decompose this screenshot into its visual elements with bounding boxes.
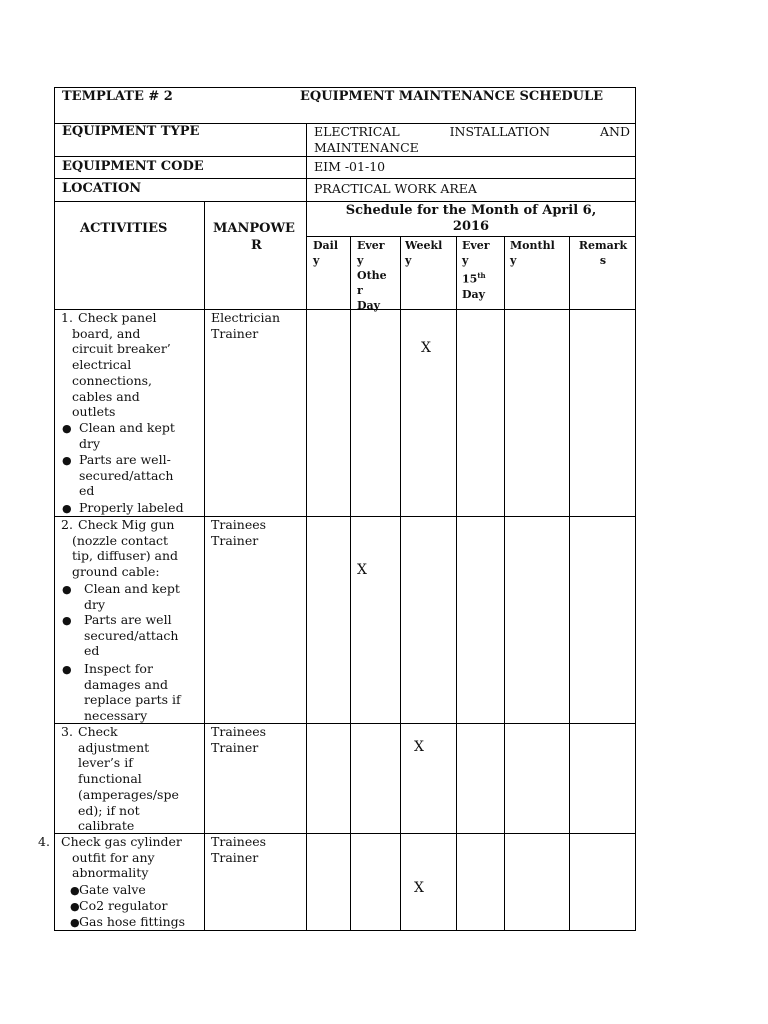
bullet-line: damages and (84, 676, 169, 692)
bullet-line: Clean and kept (79, 420, 175, 435)
bullet-line: ed (79, 483, 95, 499)
remarks-header-line: Remark (578, 239, 628, 252)
manpower-line: Trainees (211, 724, 267, 739)
activity-line: adjustment (78, 739, 150, 755)
activity-line: Check panel (78, 310, 157, 325)
every-15th-header-line: y (462, 254, 469, 267)
equipment-code-value: EIM -01-10 (314, 159, 386, 174)
manpower-cell (211, 724, 266, 755)
activity-line: tip, diffuser) and (72, 548, 179, 564)
bullet-line: dry (79, 435, 101, 451)
equipment-type-label: EQUIPMENT TYPE (62, 124, 200, 139)
manpower-line: Electrician (211, 310, 281, 325)
bullet-icon: ● (62, 663, 72, 676)
template-label: TEMPLATE # 2 (62, 89, 173, 104)
equipment-code-label: EQUIPMENT CODE (62, 159, 204, 174)
bullet-icon: ● (70, 884, 80, 897)
every-other-header-line: y (357, 254, 364, 267)
manpower-cell (211, 310, 280, 341)
manpower-line: Trainer (211, 739, 259, 755)
equipment-type-value (314, 124, 630, 155)
bullet-item: Gate valve (79, 882, 146, 897)
manpower-cell (211, 834, 266, 865)
monthly-header-line: Monthl (510, 239, 555, 252)
equipment-type-line-2: MAINTENANCE (314, 139, 419, 155)
activity-line: lever’s if (78, 755, 133, 771)
location-label: LOCATION (62, 181, 142, 196)
schedule-mark: X (414, 880, 424, 896)
ordinal-suffix: th (477, 271, 486, 280)
every-other-header-line: Othe (357, 269, 387, 282)
activity-number: 3. (61, 724, 73, 739)
remarks-header-line: s (599, 254, 607, 267)
bullet-line: Parts are well (84, 612, 172, 627)
bullet-icon: ● (70, 900, 80, 913)
bullet-line: secured/attach (84, 627, 179, 643)
activity-line: electrical (72, 357, 132, 373)
every-other-header-line: Ever (357, 239, 385, 252)
manpower-cell (211, 517, 266, 548)
bullet-item (84, 612, 178, 659)
daily-header-line: Dail (313, 239, 339, 252)
bullet-icon: ● (62, 502, 72, 515)
remarks-header (575, 238, 631, 268)
manpower-line: Trainer (211, 325, 259, 341)
activities-header: ACTIVITIES (80, 221, 168, 236)
schedule-mark: X (421, 340, 431, 356)
activity-line: outfit for any (72, 849, 155, 865)
monthly-header-line: y (510, 254, 517, 267)
manpower-line: Trainees (211, 834, 267, 849)
schedule-header-line-1: Schedule for the Month of April 6, (345, 203, 597, 218)
bullet-line: Inspect for (84, 661, 153, 676)
activity-line: functional (78, 771, 142, 787)
activity-line: calibrate (78, 818, 135, 834)
document-title: EQUIPMENT MAINTENANCE SCHEDULE (300, 89, 604, 104)
bullet-line: dry (84, 596, 106, 612)
weekly-header-line: Weekl (405, 239, 443, 252)
daily-header-line: y (313, 254, 320, 267)
every-15th-header-line (462, 268, 490, 287)
location-value: PRACTICAL WORK AREA (314, 181, 477, 196)
activity-line: circuit breaker’ (72, 341, 171, 357)
every-other-day-header (357, 238, 387, 313)
activity-line: board, and (72, 325, 141, 341)
activity-number: 4. (38, 834, 50, 849)
activity-number: 1. (61, 310, 73, 325)
activity-line: ed); if not (78, 802, 140, 818)
manpower-line: Trainees (211, 517, 267, 532)
bullet-line: Parts are well- (79, 452, 171, 467)
bullet-icon: ● (62, 583, 72, 596)
activity-description (72, 724, 179, 834)
every-other-header-line: r (357, 284, 363, 297)
daily-header (313, 238, 338, 268)
bullet-icon: ● (62, 614, 72, 627)
activity-number: 2. (61, 517, 73, 532)
schedule-mark: X (414, 739, 424, 755)
manpower-header-line-1: MANPOWE (213, 221, 295, 236)
weekly-header-line: y (405, 254, 412, 267)
bullet-icon: ● (62, 454, 72, 467)
activity-line: cables and (72, 388, 140, 404)
activity-description (72, 517, 178, 580)
activity-line: outlets (72, 404, 116, 420)
schedule-mark: X (357, 562, 367, 578)
activity-description (72, 310, 171, 420)
manpower-header-line-2: R (251, 238, 262, 253)
equipment-type-word-3: AND (599, 124, 630, 139)
weekly-header (405, 238, 442, 268)
equipment-type-word-2: INSTALLATION (449, 124, 551, 139)
bullet-icon: ● (70, 916, 80, 929)
activity-line: Check gas cylinder (61, 834, 182, 849)
bullet-item: Gas hose fittings (79, 914, 186, 929)
activity-line: Check Mig gun (78, 517, 175, 532)
fifteen-number: 15 (462, 272, 478, 286)
activity-description (61, 834, 182, 881)
manpower-line: Trainer (211, 849, 259, 865)
bullet-item (79, 500, 184, 516)
every-15th-day-header (462, 238, 490, 302)
bullet-item (79, 420, 175, 451)
bullet-line: ed (84, 643, 100, 659)
bullet-line: replace parts if (84, 692, 181, 708)
bullet-line: necessary (84, 708, 148, 724)
bullet-item (79, 452, 173, 499)
every-other-header-line: Day (357, 299, 381, 312)
bullet-item (84, 661, 181, 724)
bullet-line: Properly labeled (79, 500, 184, 515)
every-15th-header-line: Ever (462, 239, 490, 252)
activity-line: Check (78, 724, 118, 739)
activity-line: ground cable: (72, 564, 160, 580)
schedule-header-line-2: 2016 (452, 219, 490, 234)
bullet-item: Co2 regulator (79, 898, 168, 913)
monthly-header (510, 238, 555, 268)
equipment-type-word-1: ELECTRICAL (314, 124, 400, 139)
every-15th-header-line: Day (462, 287, 486, 301)
activity-line: (amperages/spe (78, 786, 179, 802)
bullet-line: Clean and kept (84, 581, 180, 596)
activity-line: (nozzle contact (72, 532, 169, 548)
activity-line: connections, (72, 372, 153, 388)
bullet-item (84, 581, 180, 612)
activity-line: abnormality (72, 865, 149, 881)
manpower-line: Trainer (211, 532, 259, 548)
bullet-icon: ● (62, 422, 72, 435)
bullet-line: secured/attach (79, 467, 174, 483)
